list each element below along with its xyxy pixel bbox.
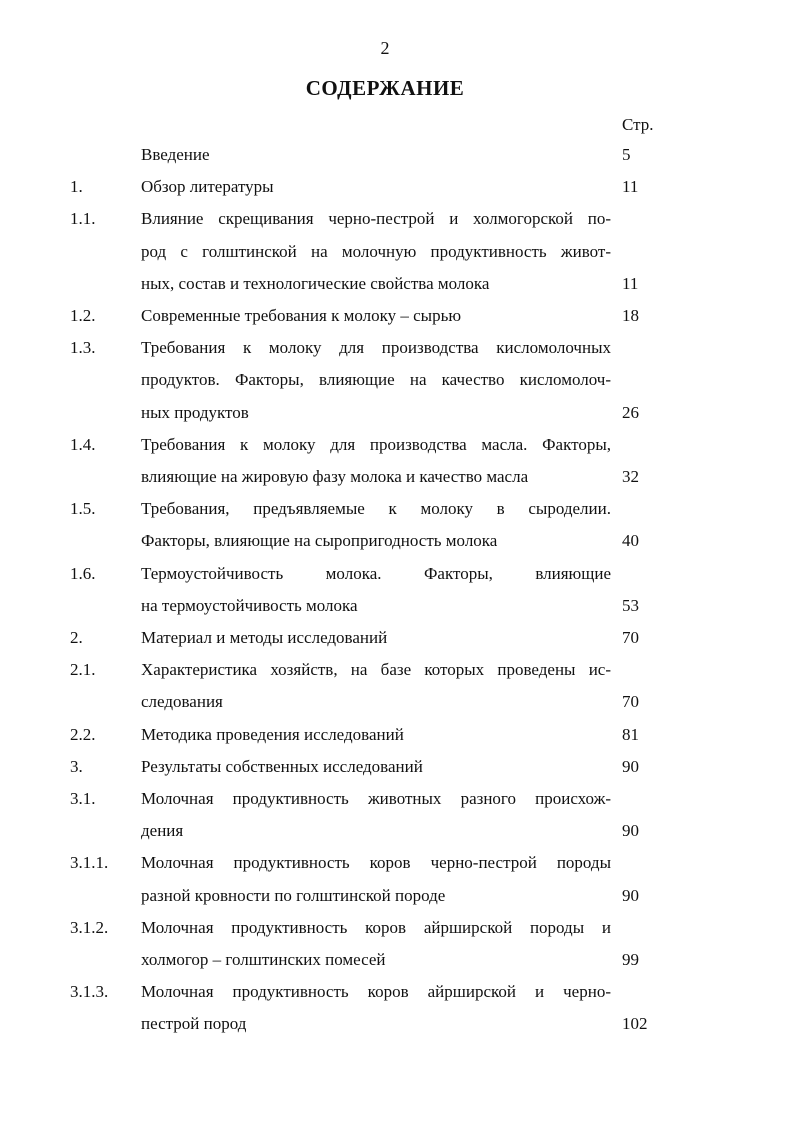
toc-entry-text: следования	[141, 692, 223, 712]
toc-entry-page: 102	[622, 1014, 648, 1034]
toc-entry-page: 53	[622, 595, 639, 615]
page-title: СОДЕРЖАНИЕ	[305, 76, 465, 100]
toc-entry-text: разной кровности по голштинской породе	[141, 885, 446, 905]
toc-entry-text: Факторы, влияющие на сыропригодность молока	[141, 531, 498, 551]
toc-entry-text: Молочная продуктивность животных разного происхож-	[141, 789, 611, 808]
toc-entry-text: Материал и методы исследований	[141, 628, 388, 647]
toc-entry-text: ных, состав и технологические свойства молока	[141, 273, 490, 293]
toc-entry-text: Термоустойчивость молока. Факторы, влияющие	[141, 563, 611, 583]
toc-entry-number: 1.2.	[70, 306, 96, 325]
toc-entry-text: Результаты собственных исследований	[141, 756, 423, 776]
toc-entry-text: Введение	[141, 145, 210, 164]
toc-entry-page: 40	[622, 531, 639, 551]
toc-entry-page: 99	[622, 950, 639, 969]
toc-entry-text: Характеристика хозяйств, на базе которых проведены ис-	[141, 660, 611, 680]
toc-entry-number: 2.2.	[70, 724, 96, 744]
toc-entry-number: 3.1.	[70, 789, 96, 808]
toc-entry-page: 11	[622, 273, 639, 293]
toc-entry-text: Влияние скрещивания черно-пестрой и холмогорской по-	[141, 209, 611, 229]
toc-entry-text: влияющие на жировую фазу молока и качество масла	[141, 467, 529, 486]
toc-entry-page: 11	[622, 177, 639, 197]
toc-entry-text: Требования, предъявляемые к молоку в сыроделии.	[141, 499, 611, 519]
toc-entry-page: 5	[622, 145, 631, 164]
toc-entry-page: 70	[622, 692, 639, 712]
toc-entry-number: 1.6.	[70, 563, 96, 583]
toc-entry-number: 2.	[70, 628, 83, 647]
toc-entry-number: 3.	[70, 756, 83, 776]
toc-entry-number: 1.1.	[70, 209, 96, 229]
toc-entry-text: Молочная продуктивность коров айрширской породы и	[141, 917, 611, 937]
toc-entry-text: на термоустойчивость молока	[141, 595, 358, 615]
toc-entry-text: Требования к молоку для производства масла. Факторы,	[141, 434, 611, 454]
toc-entry-text: пестрой пород	[141, 1014, 247, 1034]
page-column-header: Стр.	[622, 115, 654, 134]
toc-entry-page: 90	[622, 885, 639, 905]
toc-entry-text: дения	[141, 821, 184, 841]
toc-entry-text: Методика проведения исследований	[141, 724, 404, 744]
toc-entry-number: 1.3.	[70, 338, 96, 358]
toc-entry-number: 3.1.2.	[70, 917, 109, 937]
toc-entry-text: Молочная продуктивность коров айрширской и черно-	[141, 982, 611, 1002]
toc-entry-number: 1.4.	[70, 434, 96, 454]
toc-entry-text: Обзор литературы	[141, 177, 274, 197]
toc-entry-page: 90	[622, 821, 639, 841]
toc-entry-page: 70	[622, 628, 639, 647]
toc-entry-page: 18	[622, 306, 639, 325]
toc-entry-text: продуктов. Факторы, влияющие на качество кисломолоч-	[141, 370, 611, 390]
toc-entry-page: 32	[622, 467, 639, 486]
toc-entry-text: Современные требования к молоку – сырью	[141, 306, 462, 325]
toc-entry-number: 3.1.1.	[70, 853, 109, 873]
page-number: 2	[380, 38, 390, 58]
toc-entry-text: Молочная продуктивность коров черно-пестрой породы	[141, 853, 611, 873]
toc-entry-number: 1.	[70, 177, 83, 197]
toc-entry-page: 90	[622, 756, 639, 776]
toc-entry-text: ных продуктов	[141, 402, 249, 422]
toc-entry-number: 2.1.	[70, 660, 96, 680]
toc-entry-text: род с голштинской на молочную продуктивность живот-	[141, 241, 611, 261]
toc-entry-text: Требования к молоку для производства кисломолочных	[141, 338, 611, 358]
toc-entry-number: 3.1.3.	[70, 982, 109, 1002]
toc-entry-page: 81	[622, 724, 639, 744]
toc-entry-number: 1.5.	[70, 499, 96, 519]
toc-entry-text: холмогор – голштинских помесей	[141, 950, 386, 969]
toc-entry-page: 26	[622, 402, 639, 422]
